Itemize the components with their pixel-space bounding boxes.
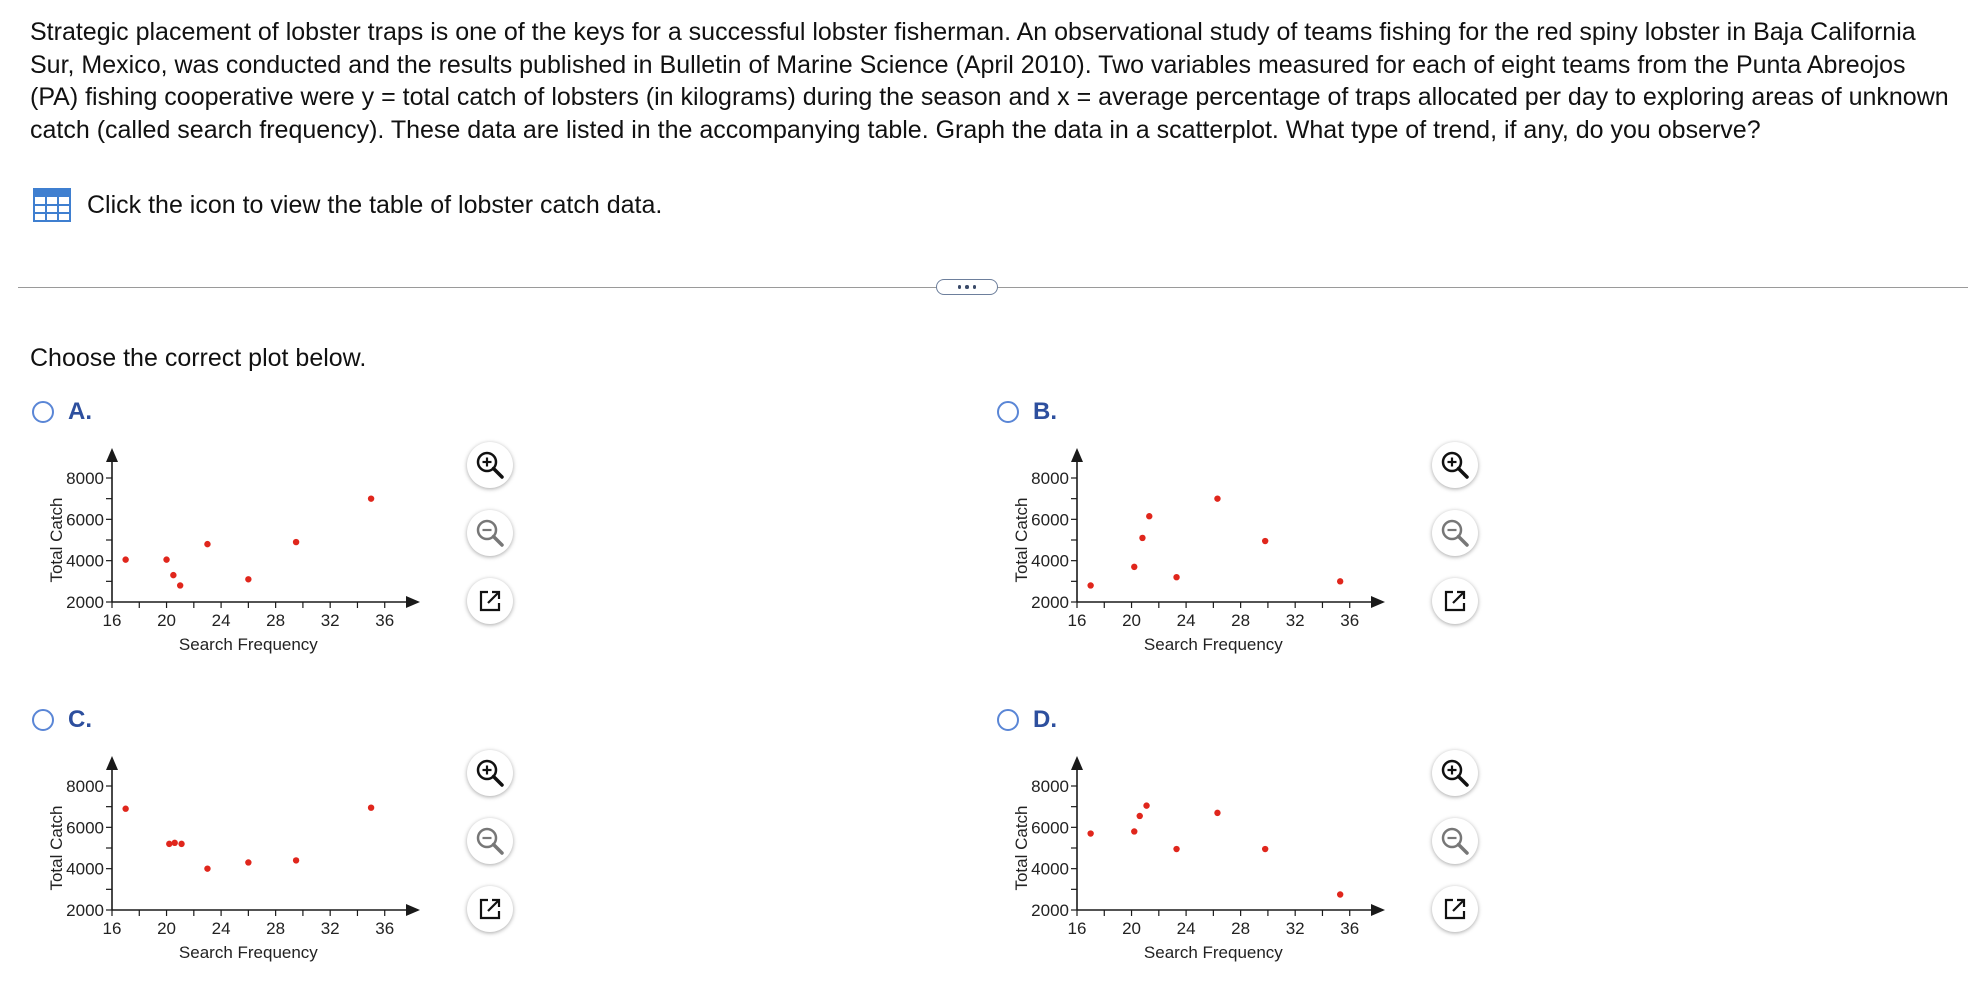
option-letter: A. [68,398,92,425]
plot-area [1012,448,1385,654]
y-tick-label: 6000 [66,510,104,530]
radio-button[interactable] [997,709,1019,731]
data-point [1143,802,1149,808]
y-tick-label: 4000 [1031,551,1069,571]
x-tick-label: 20 [1122,611,1142,630]
y-tick-label: 2000 [66,593,104,612]
x-tick-label: 16 [102,919,122,938]
y-axis-arrow [106,448,118,462]
data-point [1173,574,1179,580]
radio-button[interactable] [32,401,54,423]
option-d-radio[interactable] [997,706,1057,734]
data-point [245,859,251,865]
x-tick-label: 24 [211,919,231,938]
y-tick-label: 8000 [66,777,104,796]
option-a [32,398,532,698]
table-grid-icon[interactable] [33,188,71,222]
data-point [1214,810,1220,816]
data-point [245,576,251,582]
x-axis-arrow [406,596,420,608]
y-axis-label: Total Catch [47,805,66,891]
zoom-in-icon [475,758,505,788]
data-point [122,556,128,562]
x-tick-label: 32 [320,611,340,630]
radio-button[interactable] [32,709,54,731]
x-axis-label: Search Frequency [1143,635,1283,654]
option-d [997,706,1497,1006]
zoom-in-icon [475,450,505,480]
question-text: Strategic placement of lobster traps is one of the keys for a successful lobster fisherman. An observational study of teams fishing for the red spiny lobster in Baja California Sur, Mexico, was conducted and the results published in Bulletin of Marine Science (April 2010). Two variables measured for each of eight teams from the Punta Abreojos (PA) fishing cooperative were y = total catch of lobsters (in kilograms) during the season and x = average percentage of traps allocated per day to exploring areas of unknown catch (called search frequency). These data are listed in the accompanying table. Graph the data in a scatterplot. What type of trend, if any, do you observe? [30,18,1949,144]
x-tick-label: 24 [1176,611,1196,630]
x-tick-label: 28 [266,919,286,938]
y-tick-label: 2000 [66,901,104,920]
data-point [1262,846,1268,852]
plot-area [47,448,420,654]
option-letter: D. [1033,706,1057,733]
data-point [1137,813,1143,819]
option-b-radio[interactable] [997,398,1057,426]
y-axis-arrow [1071,448,1083,462]
option-letter: C. [68,706,92,733]
zoom-out-button[interactable] [467,510,513,556]
option-c [32,706,532,1006]
open-new-window-button[interactable] [1432,886,1478,932]
option-b [997,398,1497,698]
y-axis-label: Total Catch [47,497,66,583]
x-tick-label: 16 [1067,919,1087,938]
zoom-out-icon [475,826,505,856]
data-point [1337,578,1343,584]
data-point [170,572,176,578]
option-a-radio[interactable] [32,398,92,426]
y-tick-label: 4000 [66,551,104,571]
open-new-window-button[interactable] [467,578,513,624]
y-tick-label: 6000 [66,818,104,838]
x-axis-arrow [406,904,420,916]
option-letter: B. [1033,398,1057,425]
zoom-out-button[interactable] [1432,510,1478,556]
x-axis-arrow [1371,904,1385,916]
view-table-link[interactable] [33,188,662,222]
data-point [293,857,299,863]
x-tick-label: 24 [1176,919,1196,938]
zoom-in-icon [1440,450,1470,480]
data-point [1146,513,1152,519]
choose-plot-prompt: Choose the correct plot below. [30,344,367,372]
x-tick-label: 32 [320,919,340,938]
x-axis-arrow [1371,596,1385,608]
data-point [204,541,210,547]
zoom-in-button[interactable] [1432,750,1478,796]
zoom-out-icon [1440,518,1470,548]
data-point [122,806,128,812]
expand-icon [476,587,504,615]
expand-icon [1441,587,1469,615]
data-point [368,495,374,501]
x-tick-label: 20 [157,919,177,938]
data-point [1131,828,1137,834]
x-tick-label: 36 [375,611,395,630]
scatterplot-b [997,438,1417,678]
x-tick-label: 32 [1285,611,1305,630]
option-c-radio[interactable] [32,706,92,734]
data-point [204,865,210,871]
y-tick-label: 8000 [66,469,104,488]
y-axis-label: Total Catch [1012,805,1031,891]
y-tick-label: 6000 [1031,818,1069,838]
scatterplot-a [32,438,452,678]
data-point [1262,538,1268,544]
plot-area [1012,756,1385,962]
y-axis-arrow [106,756,118,770]
x-tick-label: 36 [375,919,395,938]
x-tick-label: 32 [1285,919,1305,938]
x-tick-label: 16 [102,611,122,630]
x-tick-label: 24 [211,611,231,630]
data-point [1214,495,1220,501]
x-tick-label: 36 [1340,919,1360,938]
plot-area [47,756,420,962]
expand-icon [1441,895,1469,923]
zoom-out-button[interactable] [1432,818,1478,864]
radio-button[interactable] [997,401,1019,423]
zoom-out-button[interactable] [467,818,513,864]
y-tick-label: 8000 [1031,777,1069,796]
data-point [368,805,374,811]
y-tick-label: 2000 [1031,593,1069,612]
x-tick-label: 36 [1340,611,1360,630]
zoom-out-icon [475,518,505,548]
x-axis-label: Search Frequency [178,635,318,654]
ellipsis-icon [958,285,962,289]
x-tick-label: 28 [1231,611,1251,630]
expand-more-button[interactable] [936,279,998,295]
expand-icon [476,895,504,923]
x-tick-label: 28 [1231,919,1251,938]
data-point [163,556,169,562]
x-tick-label: 16 [1067,611,1087,630]
y-axis-arrow [1071,756,1083,770]
data-point [1337,891,1343,897]
y-axis-label: Total Catch [1012,497,1031,583]
x-axis-label: Search Frequency [178,943,318,962]
open-new-window-button[interactable] [1432,578,1478,624]
zoom-in-button[interactable] [467,442,513,488]
data-point [166,841,172,847]
open-new-window-button[interactable] [467,886,513,932]
y-tick-label: 4000 [66,859,104,879]
data-point [177,582,183,588]
zoom-in-icon [1440,758,1470,788]
data-point [1139,535,1145,541]
data-point [1087,830,1093,836]
x-tick-label: 20 [1122,919,1142,938]
y-tick-label: 6000 [1031,510,1069,530]
y-tick-label: 4000 [1031,859,1069,879]
scatterplot-d [997,746,1417,986]
zoom-in-button[interactable] [467,750,513,796]
data-point [293,539,299,545]
data-point [172,840,178,846]
data-point [1087,582,1093,588]
x-axis-label: Search Frequency [1143,943,1283,962]
zoom-in-button[interactable] [1432,442,1478,488]
scatterplot-c [32,746,452,986]
y-tick-label: 2000 [1031,901,1069,920]
data-point [1173,846,1179,852]
y-tick-label: 8000 [1031,469,1069,488]
x-tick-label: 28 [266,611,286,630]
view-table-label[interactable]: Click the icon to view the table of lobster catch data. [87,190,663,219]
x-tick-label: 20 [157,611,177,630]
zoom-out-icon [1440,826,1470,856]
data-point [178,841,184,847]
data-point [1131,564,1137,570]
